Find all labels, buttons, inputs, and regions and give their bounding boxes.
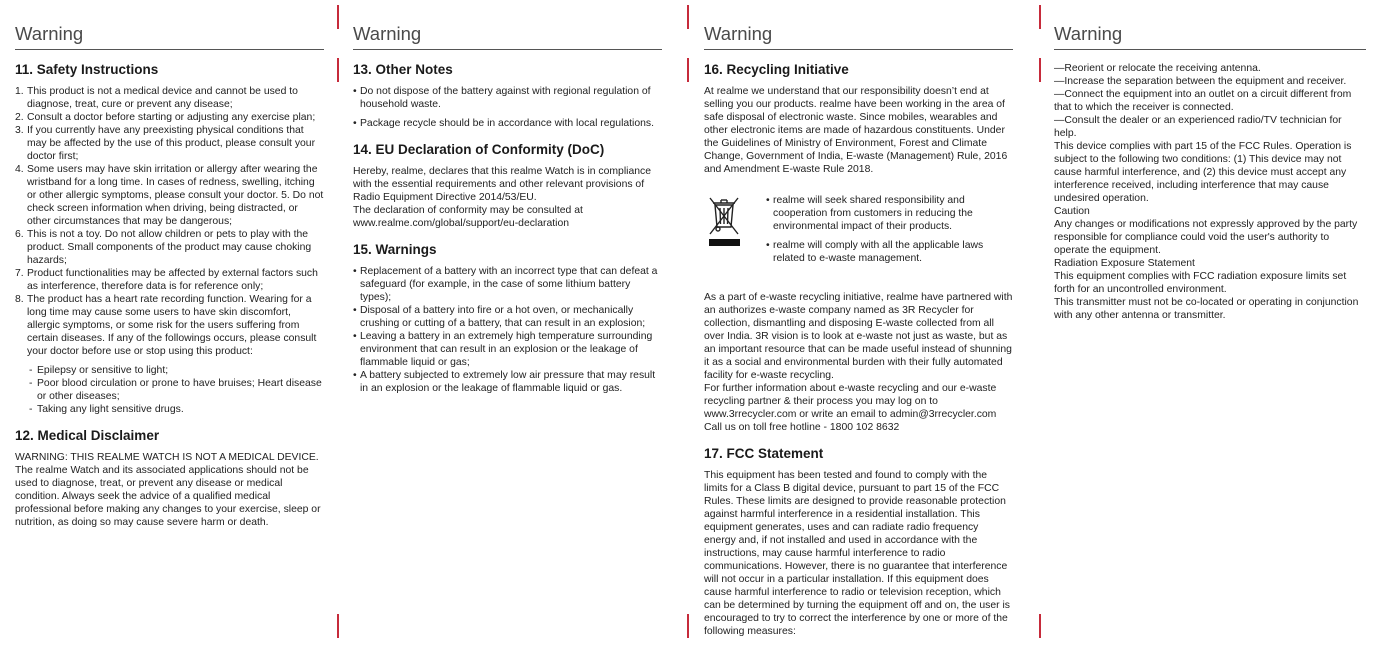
column-1 — [15, 0, 324, 658]
list-item: - Epilepsy or sensitive to light; — [29, 364, 324, 377]
list-item: • Disposal of a battery into fire or a hot oven, or mechanically crushing or cutting of a battery, that can result in an explosion; — [353, 304, 662, 330]
column-3 — [704, 0, 1013, 658]
section-title: 11. Safety Instructions — [15, 62, 159, 77]
text-line: Radiation Exposure Statement — [1054, 258, 1195, 269]
section-title: 12. Medical Disclaimer — [15, 428, 160, 443]
text-line: This equipment complies with FCC radiation exposure limits set forth for an uncontrolled environment. — [1054, 271, 1347, 295]
list-item: 6. This is not a toy. Do not allow children or pets to play with the product. Small components of the product may cause choking hazards; — [15, 229, 312, 266]
fold-marker — [337, 614, 339, 638]
section-title: 13. Other Notes — [353, 62, 453, 77]
column-header: Warning — [1054, 0, 1366, 50]
section-title: 15. Warnings — [353, 242, 437, 257]
fold-marker — [337, 58, 339, 82]
bullet-list — [766, 194, 1013, 271]
fold-marker — [687, 58, 689, 82]
list-item: 3. If you currently have any preexisting physical conditions that may be affected by the use of this product, please consult your doctor first; — [15, 125, 316, 162]
warnings-section — [353, 242, 662, 395]
text-line: —Connect the equipment into an outlet on a circuit different from that to which the receiver is connected. — [1054, 89, 1352, 113]
text-line: —Reorient or relocate the receiving antenna. — [1054, 63, 1261, 74]
column-4 — [1054, 0, 1366, 658]
other-notes-section — [353, 62, 662, 130]
eu-declaration-section — [353, 142, 662, 230]
fold-marker — [687, 614, 689, 638]
recycling-initiative-section — [704, 62, 1013, 434]
text-line: This device complies with part 15 of the FCC Rules. Operation is subject to the following two conditions: (1) This device may not cause harmful interference, and (2) this device must accept any interference received, including interference that may cause undesired operation. — [1054, 141, 1352, 204]
paragraph: At realme we understand that our responsibility doesn’t end at selling you our products. realme have been working in the area of safe disposal of electronic waste. Since mobiles, wearables and other electronic items are made of hazardous constituents. Under the Guidelines of Ministry of Environment, Forest and Climate Change, Government of India, E-waste (Management) Rule, 2016 and Amendment E-waste Rule 2018. — [704, 86, 1008, 175]
fold-marker — [1039, 58, 1041, 82]
fcc-statement-section — [704, 446, 1013, 638]
list-item: • Do not dispose of the battery against with regional regulation of household waste. — [353, 85, 662, 111]
paragraph: Hereby, realme, declares that this realme Watch is in compliance with the essential requirements and other relevant provisions of Radio Equipment Directive 2014/53/EU. — [353, 166, 651, 203]
column-header: Warning — [704, 0, 1013, 50]
paragraph: As a part of e-waste recycling initiative, realme have partnered with an authorizes e-waste company named as 3R Recycler for collection, dismantling and disposing E-waste collected from all over India. 3R vision is to look at e-waste not just as waste, but as an important resource that can be made useful instead of shunning it as a social and environmental burden with their fully automated facility for e-waste recycling. — [704, 292, 1013, 381]
medical-disclaimer-section — [15, 428, 324, 529]
fcc-continued — [1054, 62, 1366, 322]
list-item: • realme will comply with all the applicable laws related to e-waste management. — [766, 239, 1013, 265]
list-item: • A battery subjected to extremely low air pressure that may result in an explosion or the leakage of flammable liquid or gas. — [353, 369, 662, 395]
text-line: This transmitter must not be co-located or operating in conjunction with any other antenna or transmitter. — [1054, 297, 1359, 321]
paragraph: This equipment has been tested and found to comply with the limits for a Class B digital device, pursuant to part 15 of the FCC Rules. These limits are designed to provide reasonable protection against harmful interference in a residential installation. This equipment generates, uses and can radiate radio frequency energy and, if not installed and used in accordance with the instructions, may cause harmful interference to radio communications. However, there is no guarantee that interference will not occur in a particular installation. If this equipment does cause harmful interference to radio or television reception, which can be determined by turning the equipment off and on, the user is encouraged to try to correct the interference by one or more of the following measures: — [704, 470, 1010, 637]
bullet-list — [353, 85, 662, 130]
column-header: Warning — [353, 0, 662, 50]
text-line: Caution — [1054, 206, 1090, 217]
column-2 — [353, 0, 662, 658]
list-item: 8. The product has a heart rate recording function. Wearing for a long time may cause some users to have skin discomfort, allergic symptoms, or some risk for the users suffering from certain diseases. If any of the followings occurs, please consult your doctor before use or stop using this product: — [15, 294, 317, 357]
section-title: 14. EU Declaration of Conformity (DoC) — [353, 142, 605, 157]
text-line: —Increase the separation between the equipment and receiver. — [1054, 76, 1347, 87]
text-line: —Consult the dealer or an experienced radio/TV technician for help. — [1054, 115, 1342, 139]
list-item: 7. Product functionalities may be affected by external factors such as interference, therefore data is for reference only; — [15, 268, 318, 292]
paragraph: The declaration of conformity may be consulted at www.realme.com/global/support/eu-declaration — [353, 205, 583, 229]
list-item: 4. Some users may have skin irritation or allergy after wearing the wristband for a long time. In cases of redness, swelling, itching or other allergic symptoms, please consult your doctor. 5. Do not check screen information when driving, being distracted, or other circumstances that may be dangerous; — [15, 164, 324, 227]
text-line: Any changes or modifications not expressly approved by the party responsible for compliance could void the user's authority to operate the equipment. — [1054, 219, 1358, 256]
section-title: 16. Recycling Initiative — [704, 62, 849, 77]
list-item: • Leaving a battery in an extremely high temperature surrounding environment that can result in an explosion or the leakage of flammable liquid or gas; — [353, 330, 662, 369]
sub-list — [15, 364, 324, 416]
fold-marker — [687, 5, 689, 29]
paragraph: For further information about e-waste recycling and our e-waste recycling partner & their process you may log on to www.3rrecycler.com or write an email to admin@3rrecycler.com Call us on toll free hotline - 1800 102 8632 — [704, 383, 997, 433]
fold-marker — [337, 5, 339, 29]
list-item: - Poor blood circulation or prone to have bruises; Heart disease or other diseases; — [29, 377, 324, 403]
safety-instructions-section — [15, 62, 324, 416]
fold-marker — [1039, 614, 1041, 638]
list-item: • Package recycle should be in accordance with local regulations. — [353, 117, 662, 130]
list-item: 2. Consult a doctor before starting or adjusting any exercise plan; — [15, 112, 316, 123]
list-item: • realme will seek shared responsibility and cooperation from customers in reducing the environmental impact of their products. — [766, 194, 1013, 233]
numbered-list — [15, 85, 324, 358]
column-header: Warning — [15, 0, 324, 50]
section-title: 17. FCC Statement — [704, 446, 824, 461]
recycling-commitments — [704, 194, 1013, 271]
list-item: - Taking any light sensitive drugs. — [29, 403, 324, 416]
crossed-out-wheelie-bin-icon — [706, 194, 742, 251]
fold-marker — [1039, 5, 1041, 29]
list-item: 1. This product is not a medical device and cannot be used to diagnose, treat, cure or prevent any disease; — [15, 86, 298, 110]
bullet-list — [353, 265, 662, 395]
list-item: • Replacement of a battery with an incorrect type that can defeat a safeguard (for example, in the case of some lithium battery types); — [353, 265, 662, 304]
paragraph: WARNING: THIS REALME WATCH IS NOT A MEDICAL DEVICE. The realme Watch and its associated applications should not be used to diagnose, treat, or prevent any disease or medical condition. Always seek the advice of a qualified medical professional before making any changes to your exercise, sleep or nutrition, as doing so may cause severe harm or death. — [15, 452, 321, 528]
